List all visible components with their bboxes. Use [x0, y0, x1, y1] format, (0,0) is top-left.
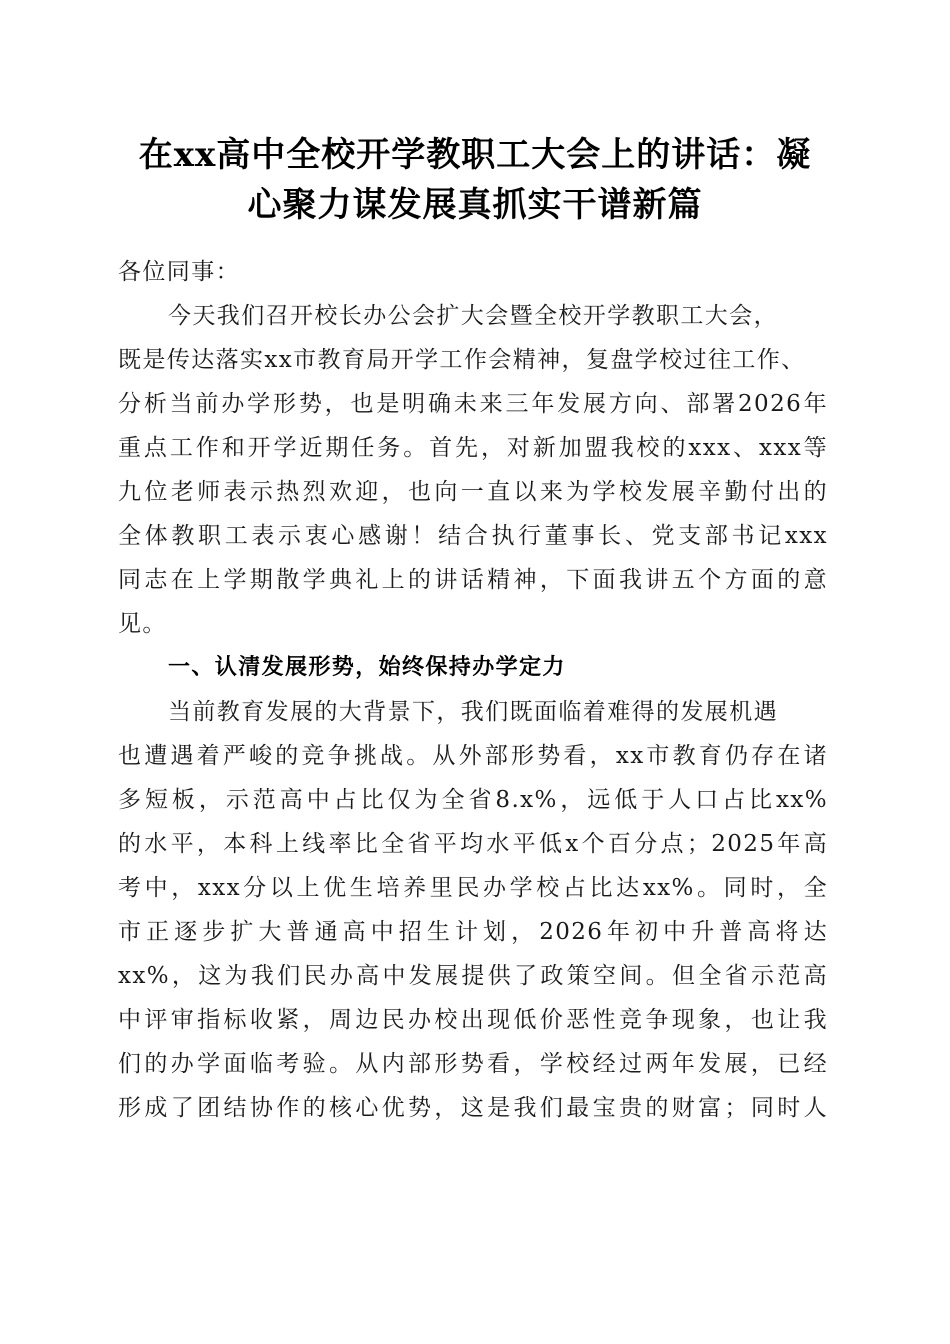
title-line: 在xx高中全校开学教职工大会上的讲话：凝	[138, 135, 812, 175]
paragraph-line: 中评审指标收紧，周边民办校出现低价恶性竞争现象，也让我	[118, 1007, 828, 1033]
paragraph-line: 重点工作和开学近期任务。首先，对新加盟我校的xxx、xxx等	[118, 435, 828, 461]
section-heading: 一、认清发展形势，始终保持办学定力	[168, 655, 566, 680]
paragraph-line: 既是传达落实xx市教育局开学工作会精神，复盘学校过往工作、	[118, 347, 806, 373]
paragraph-line: 市正逐步扩大普通高中招生计划，2026年初中升普高将达	[118, 919, 828, 945]
title-line: 心聚力谋发展真抓实干谱新篇	[247, 185, 703, 225]
paragraph-line: 们的办学面临考验。从内部形势看，学校经过两年发展，已经	[118, 1051, 828, 1077]
salutation: 各位同事：	[118, 259, 240, 285]
paragraph-line: 分析当前办学形势，也是明确未来三年发展方向、部署2026年	[118, 391, 828, 417]
paragraph-line: 见。	[118, 611, 167, 637]
paragraph-line: 同志在上学期散学典礼上的讲话精神，下面我讲五个方面的意	[118, 567, 828, 593]
paragraph-line: 多短板，示范高中占比仅为全省8.x%，远低于人口占比xx%	[118, 787, 828, 813]
paragraph-line: 今天我们召开校长办公会扩大会暨全校开学教职工大会，	[168, 303, 778, 329]
paragraph-line: 的水平，本科上线率比全省平均水平低x个百分点；2025年高	[118, 831, 828, 857]
paragraph-line: 也遭遇着严峻的竞争挑战。从外部形势看，xx市教育仍存在诸	[118, 743, 828, 769]
paragraph-line: 当前教育发展的大背景下，我们既面临着难得的发展机遇	[168, 699, 778, 725]
paragraph-line: 形成了团结协作的核心优势，这是我们最宝贵的财富；同时人	[118, 1095, 828, 1121]
paragraph-line: 考中，xxx分以上优生培养里民办学校占比达xx%。同时，全	[118, 875, 828, 901]
paragraph-line: 九位老师表示热烈欢迎，也向一直以来为学校发展辛勤付出的	[118, 479, 828, 505]
document-title	[100, 130, 850, 230]
paragraph-line: xx%，这为我们民办高中发展提供了政策空间。但全省示范高	[118, 963, 828, 989]
document-body	[118, 250, 828, 1130]
paragraph-line: 全体教职工表示衷心感谢！结合执行董事长、党支部书记xxx	[118, 523, 828, 549]
